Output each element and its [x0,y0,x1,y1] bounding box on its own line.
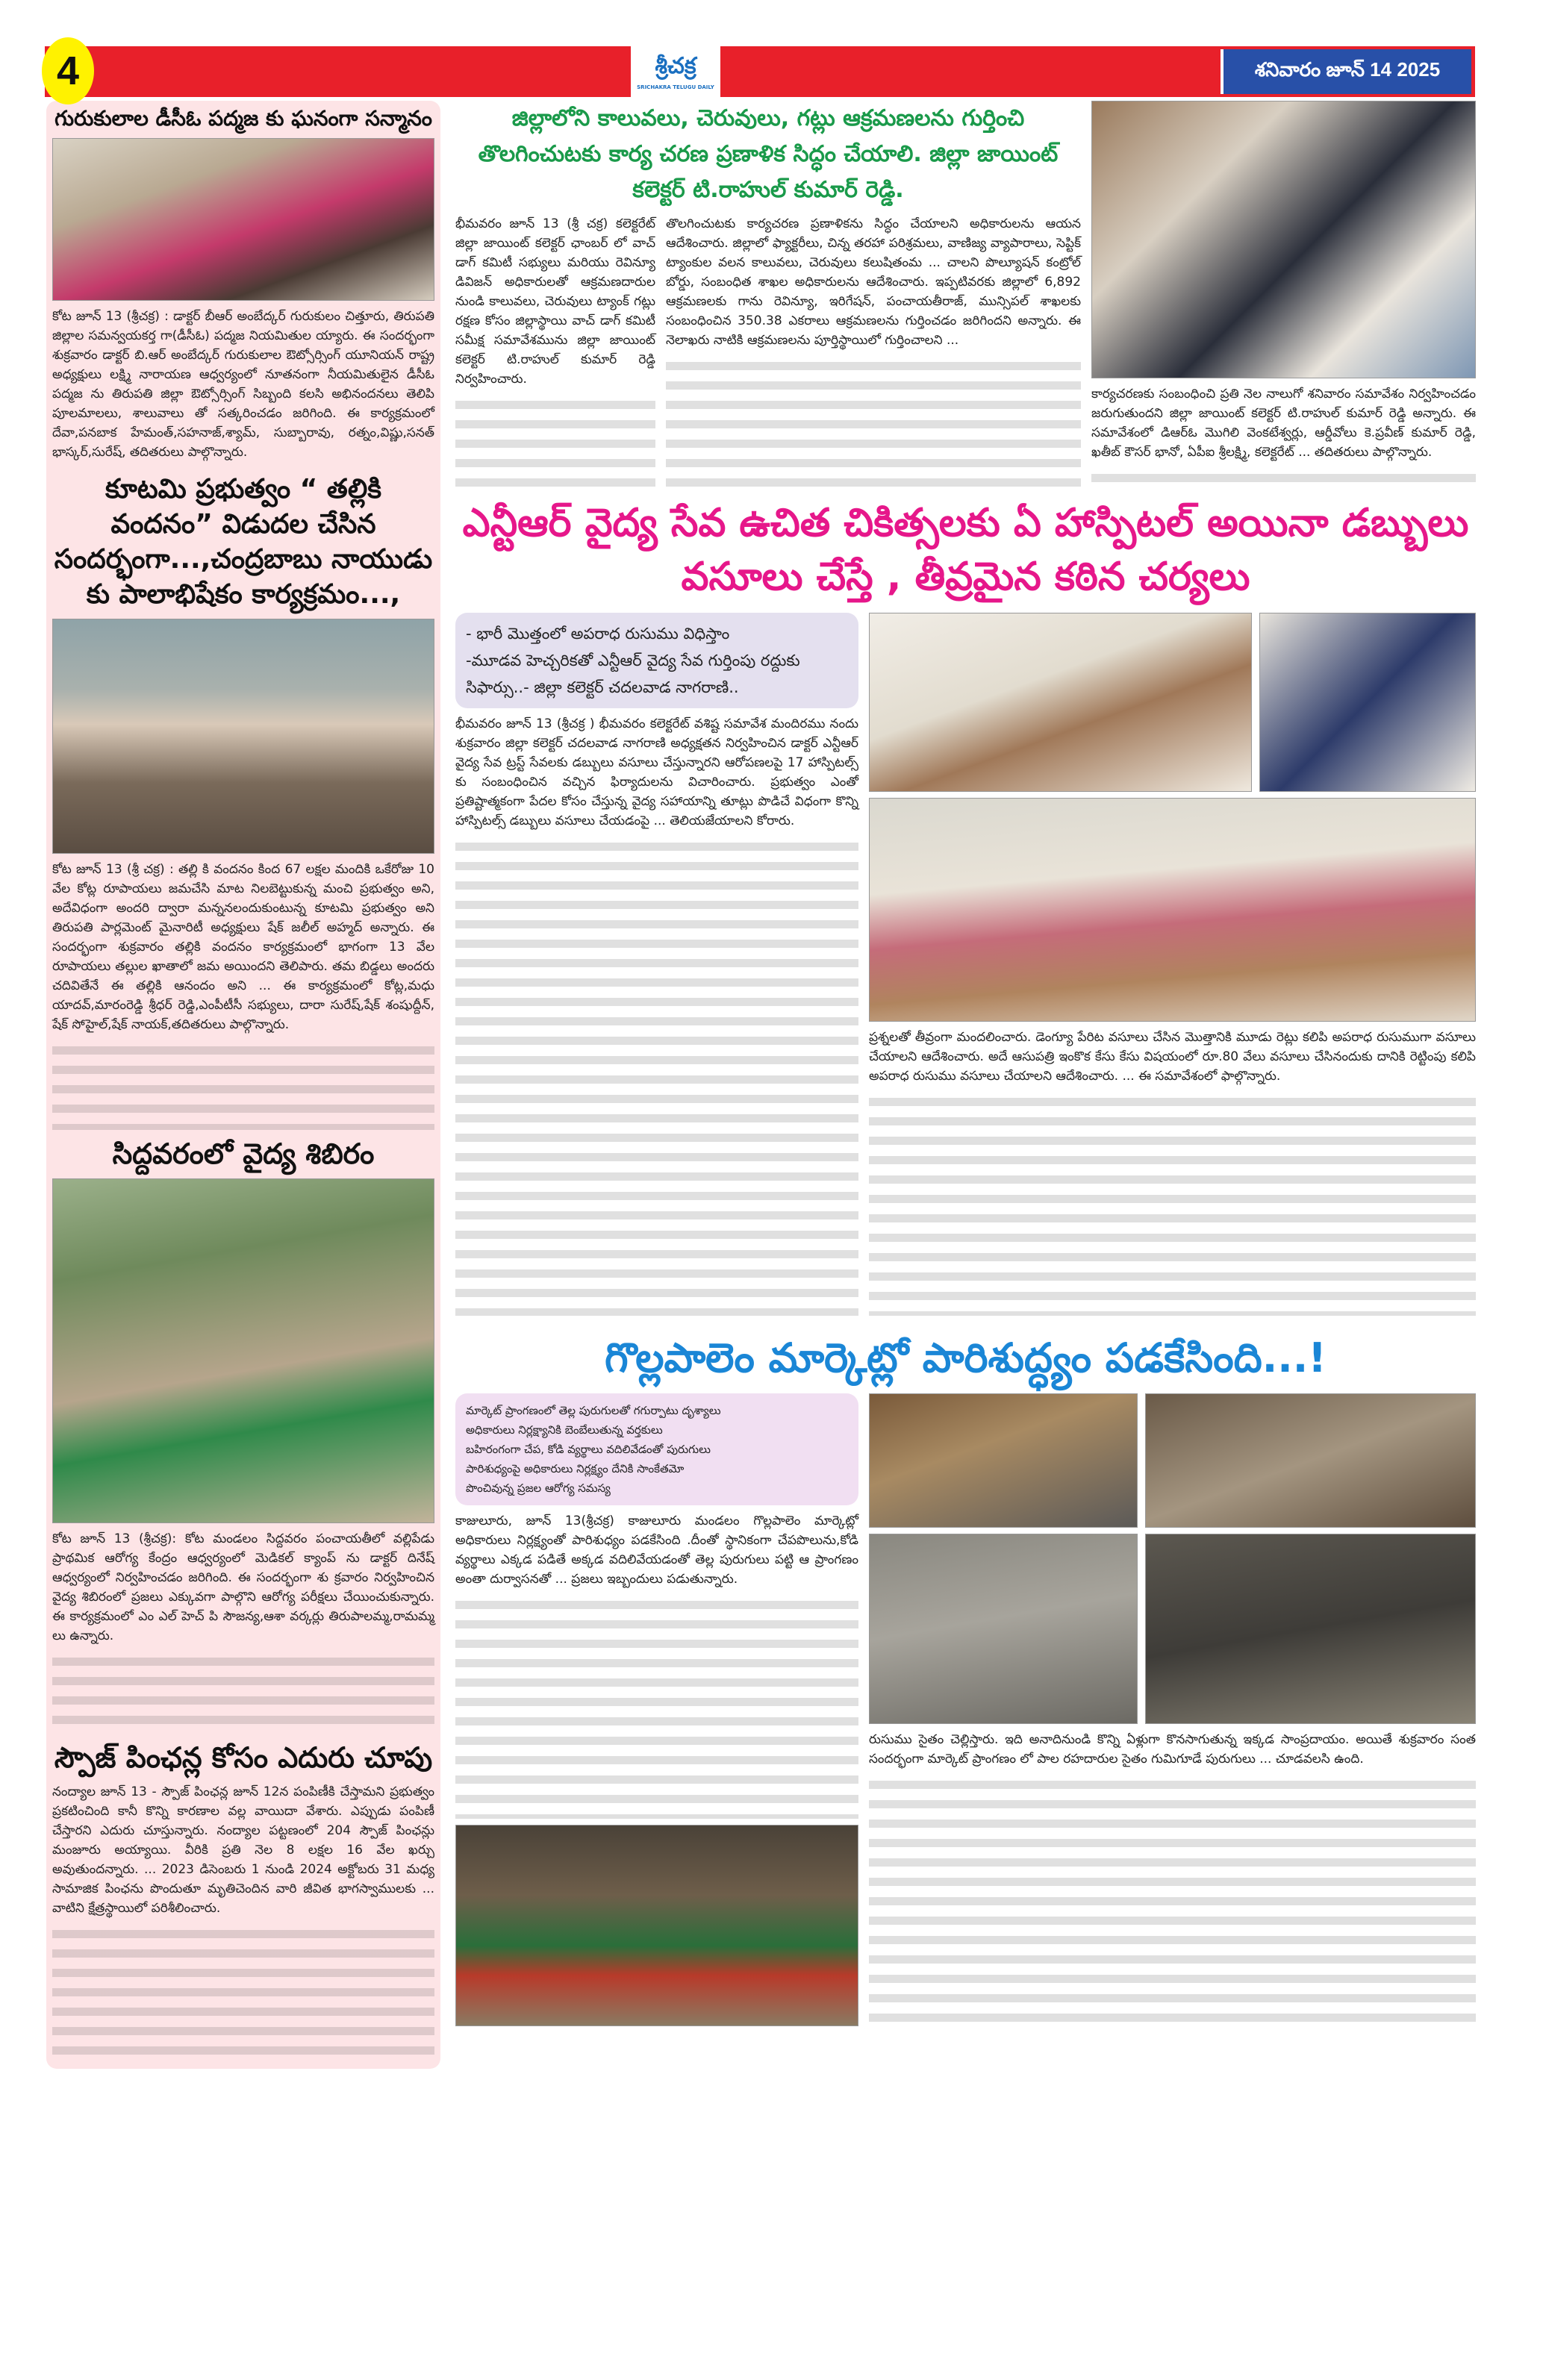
ntr-right [869,613,1476,1316]
summary-point: మార్కెట్ ప్రాంగణంలో తెల్ల పురుగులతో గగుర్పాటు దృశ్యాలు [466,1404,721,1418]
story-body: కోట జూన్ 13 (శ్రీ చక్ర) : తల్లి కి వందనం కింద 67 లక్షల మందికి ఒకేరోజు 10 వేల కోట్ల రూపాయలు జమచేసి మాట నిలబెట్టుకున్న మంచి ప్రభుత్వం అని, అదేవిధంగా అందరి ద్వారా మన్ననలందుకుంటున్న కూటమి ప్రభుత్వం అని తిరుపతి పార్లమెంట్ మైనారిటీ అధ్యక్షులు షేక్ జలీల్ అహ్మద్ అన్నారు. ఈ సందర్భంగా శుక్రవారం తల్లికి వందనం కార్యక్రమంలో భాగంగా 13 వేల రూపాయలు తల్లుల ఖాతాలో జమ అయిందని తెలిపారు. తమ బిడ్డలు అందరు చదివితేనే ఈ తల్లికి ఆనందం అని ... ఈ కార్యక్రమంలో కోట్ల,మధు యాదవ్,మారంరెడ్డి శ్రీధర్ రెడ్డి,ఎంపీటీసీ సభ్యులు, దారా సురేష్,షేక్ శంషుద్దీన్, షేక్ సోహైల్,షేక్ నాయక్,తదితరులు పాల్గొన్నారు. [52,861,434,1032]
page-body [0,101,1543,2099]
text-filler [52,1040,434,1130]
market-right [869,1393,1476,2026]
story-body: కార్యచరణకు సంబంధించి ప్రతి నెల నాలుగో శనివారం సమావేశం నిర్వహించడం జరుగుతుందని జిల్లా జాయింట్ కలెక్టర్ టి.రాహుల్ కుమార్ రెడ్డి అన్నారు. ఈ సమావేశంలో డిఆర్ఓ మొగిలి వెంకటేశ్వర్లు, ఆర్డీవోలు కె.ప్రవీణ్ కుమార్ రెడ్డి, ఖతీబ్ కౌసర్ భానో, ఏపీఐ శ్రీలక్ష్మి, కలెక్టరేట్ ... తదితరులు పాల్గొన్నారు. [1091,387,1476,460]
photo-conference-hall [869,613,1252,792]
photo-collector [1259,613,1476,792]
story-headline: ఎన్టీఆర్ వైద్య సేవ ఉచిత చికిత్సలకు ఏ హాస్పిటల్ అయినా డబ్బులు వసూలు చేస్తే , తీవ్రమైన కఠిన చర్యలు [462,501,1469,599]
issue-date: శనివారం జూన్ 14 2025 [1221,49,1471,94]
story-body: కోట జూన్ 13 (శ్రీచక్ర): కోట మండలం సిద్దవరం పంచాయతీలో వల్లిపేడు ప్రాథమిక ఆరోగ్య కేంద్రం ఆధ్వర్యంలో మెడికల్ క్యాంప్ ను డాక్టర్ దినేష్ ఆధ్వర్యంలో నిర్వహించడం జరిగింది. ఈ సందర్భంగా శు క్రవారం నిర్వహించిన వైద్య శిబిరంలో ప్రజలు ఎక్కువగా పాల్గొని ఆరోగ్య పరీక్షలు చేయించుకున్నారు. ఈ కార్యక్రమంలో ఎం ఎల్ హెచ్ పి సౌజన్య,ఆశా వర్కర్లు తిరుపాలమ్మ,రామమ్మ లు ఉన్నారు. [52,1531,434,1643]
story-headline: సిద్దవరంలో వైద్య శిబిరం [112,1137,375,1170]
right-area [455,101,1476,2026]
photo-medical-camp [52,1178,434,1523]
logo-text: శ్రీచక్ర [655,53,696,79]
ntr-left [455,613,858,1316]
photo-market-stalls [455,1825,858,2026]
photo-waste-3 [869,1534,1138,1724]
top-story [455,101,1476,487]
story-headline: కూటమి ప్రభుత్వం “ తల్లికి వందనం” విడుదల చేసిన సందర్భంగా...,చంద్రబాబు నాయుడు కు పాలాభిషేకం కార్యక్రమం..., [54,474,433,610]
masthead [0,0,1543,101]
story-body: భీమవరం జూన్ 13 (శ్రీ చక్ర) కలెక్టరేట్ జిల్లా జాయింట్ కలెక్టర్ ఛాంబర్ లో వాచ్ డాగ్ కమిటీ సభ్యులు మరియు రెవిన్యూ డివిజన్ అధికారులతో ఆక్రమణదారుల నుండి కాలువలు, చెరువులు ట్యాంక్ గట్లు రక్షణ కోసం జిల్లాస్థాయి వాచ్ డాగ్ కమిటీ సమీక్ష సమావేశమును జిల్లా జాయింట్ కలెక్టర్ టి.రాహుల్ కుమార్ రెడ్డి నిర్వహించారు. [455,216,655,387]
summary-box [455,1393,858,1505]
photo-waste-1 [869,1393,1138,1528]
market-left [455,1393,858,2026]
photo-felicitation [52,138,434,301]
ntr-photo-row [869,613,1476,792]
text-filler [1091,468,1476,487]
text-filler [455,837,858,1316]
text-column [666,214,1081,487]
text-filler [869,1775,1476,2026]
photo-review-meeting [869,798,1476,1022]
summary-point: అధికారులు నిర్లక్ష్యానికి బెంబేలుతున్న వర్తకులు [466,1423,663,1437]
market-photo-row [869,1393,1476,1528]
top-story-text [455,101,1081,487]
newspaper-logo [631,46,720,97]
story-headline: గొల్లపాలెం మార్కెట్లో పారిశుద్ధ్యం పడకేసింది...! [605,1334,1327,1381]
top-story-columns [455,214,1081,487]
story-body: ప్రశ్నలతో తీవ్రంగా మందలించారు. డెంగ్యూ పేరిట వసూలు చేసిన మొత్తానికి మూడు రెట్లు కలిపి అపరాధ రుసుముగా వసూలు చేయాలని ఆదేశించారు. అదే ఆసుపత్రి ఇంకొక కేసు కేసు విషయంలో రూ.80 వేలు వసూలు చేసినందుకు దానికి రెట్టింపు కలిపి అపరాధ రుసుము వసూలు చేయాలని ఆదేశించారు. ... ఈ సమావేశంలో ఫాల్గొన్నారు. [869,1030,1476,1084]
summary-point: పొంచివున్న ప్రజల ఆరోగ్య సమస్య [466,1481,611,1496]
subpoint: - భారీ మొత్తంలో అపరాధ రుసుము విధిస్తాం [466,625,730,643]
photo-waste-2 [1145,1393,1476,1528]
market-story [455,1393,1476,2026]
text-filler [455,1595,858,1819]
photo-joint-collector-meeting [1091,101,1476,378]
market-photo-row [869,1534,1476,1724]
story-body: నంద్యాల జూన్ 13 - స్పౌజ్ పింఛన్ల జూన్ 12న పంపిణీకి చేస్తామని ప్రభుత్వం ప్రకటించింది కానీ కొన్ని కారణాల వల్ల వాయిదా వేశారు. ఎప్పుడు పంపిణీ చేస్తారని ఎదురు చూస్తున్నారు. నంద్యాల పట్టణంలో 204 స్పౌజ్ పింఛన్లు మంజూరు అయ్యాయి. వీరికి ప్రతి నెల 8 లక్షల 16 వేల ఖర్చు అవుతుందన్నారు. ... 2023 డిసెంబరు 1 నుండి 2024 అక్టోబరు 31 మధ్య సామాజిక పింఛను పొందుతూ మృతిచెందిన వారి జీవిత భాగస్వాములకు ... వాటిని క్షేత్రస్థాయిలో పరిశీలించారు. [52,1784,434,1917]
photo-worms [1145,1534,1476,1724]
summary-point: పారిశుధ్యంపై అధికారులు నిర్లక్ష్యం దేనికి సాంకేతమో [466,1462,685,1476]
story-body: భీమవరం జూన్ 13 (శ్రీచక్ర ) భీమవరం కలెక్టరేట్ వశిష్ట సమావేశ మందిరము నందు శుక్రవారం జిల్లా కలెక్టర్ చదలవాడ నాగరాణి అధ్యక్షతన నిర్వహించిన డాక్టర్ ఎన్టీఆర్ వైద్య సేవ ట్రస్ట్ సేవలకు డబ్బులు వసూలు చేస్తున్నారని ఆరోపణలపై 17 హాస్పిటల్స్ కు సంబంధించిన వచ్చిన ఫిర్యాదులను విచారించారు. ప్రభుత్వం ఎంతో ప్రతిష్టాత్మకంగా పేదల కోసం చేస్తున్న వైద్య సహాయాన్ని తూట్లు పొడిచే విధంగా కొన్ని హాస్పిటల్స్ డబ్బులు వసూలు చేయడంపై ... తెలియజేయాలని కోరారు. [455,716,858,828]
story-body: కోట జూన్ 13 (శ్రీచక్ర) : డాక్టర్ బీఆర్ అంబేద్కర్ గురుకులం చిత్తూరు, తిరుపతి జిల్లాల సమన్వయకర్త గా(డీసీఓ) పద్మజ నియమితుల య్యారు. ఈ సందర్భంగా శుక్రవారం డాక్టర్ బి.ఆర్ అంబేద్కర్ గురుకులాల ఔట్సోర్సింగ్ యూనియన్ రాష్ట్ర అధ్యక్షులు లక్ష్మి నారాయణ ఆధ్వర్యంలో నూతనంగా నీయమితులైన డీసీఓ పద్మజ ను తిరుపతి జిల్లా ఔట్సోర్సింగ్ సిబ్బంది కలసి అభినందనలు తెలిపి పూలమాలలు, శాలువాలు తో సత్కరించడం జరిగింది. ఈ కార్యక్రమంలో దేవా,పనబాక హేమంత్,సహనాజ్,శ్యామ్, సుబ్బారావు, రత్నం,విష్ణు,సనత్ భాస్కర్,సురేష్, తదితరులు పాల్గొన్నారు. [52,309,434,460]
story-body: కాజులూరు, జూన్ 13(శ్రీచక్ర) కాజులూరు మండలం గొల్లపాలెం మార్కెట్లో అధికారులు నిర్లక్ష్యంతో పారిశుధ్యం పడకేసింది .దీంతో స్థానికంగా చేపపొలును,కోడి వ్యర్థాలు ఎక్కడ పడితే అక్కడ వదిలివేయడంతో తెల్ల పురుగులు పట్టి ఆ ప్రాంగణం అంతా దుర్వాసనతో ... ప్రజలు ఇబ్బందులు పడుతున్నారు. [455,1514,858,1587]
subpoint: -మూడవ హెచ్చరికతో ఎన్టీఆర్ వైద్య సేవ గుర్తింపు రద్దుకు సిఫార్సు..- జిల్లా కలెక్టర్ చదలవాడ నాగరాణి.. [466,652,800,696]
left-column [46,101,440,2069]
story-headline: జిల్లాలోని కాలువలు, చెరువులు, గట్లు ఆక్రమణలను గుర్తించి తొలగించుటకు కార్య చరణ ప్రణాళిక సిద్ధం చేయాలి. జిల్లా జాయింట్ కలెక్టర్ టి.రాహుల్ కుమార్ రెడ్డి. [478,105,1059,203]
page-number: 4 [42,37,94,104]
story-body: తొలగించుటకు కార్యచరణ ప్రణాళికను సిద్ధం చేయాలని అధికారులను ఆయన ఆదేశించారు. జిల్లాలో ఫ్యాక్టరీలు, చిన్న తరహా పరిశ్రమలు, వాణిజ్య వ్యాపారాలు, సెప్టిక్ ట్యాంకుల వలన కాలువలు, చెరువులు కలుషితంమ ... చాలని పొల్యూషన్ కంట్రోల్ బోర్డు, సంబంధిత శాఖల అధికారులను ఆదేశించారు. ఇప్పటివరకు జిల్లాలో 6,892 ఆక్రమణలకు గాను రెవిన్యూ, ఇరిగేషన్, పంచాయతీరాజ్, మున్సిపల్ శాఖలకు సంబంధించిన 350.38 ఎకరాలు ఆక్రమణలను గుర్తించడం జరిగిందని అన్నారు. ఈ నెలాఖరు నాటికి ఆక్రమణలను పూర్తిస్థాయిలో గుర్తించాలని ... [666,216,1081,348]
subheadline-box [455,613,858,708]
story-headline: గురుకులాల డీసీఓ పద్మజ కు ఘనంగా సన్మానం [54,106,432,131]
top-story-side [1091,101,1476,487]
text-filler [869,1092,1476,1316]
summary-point: బహిరంగంగా చేప, కోడి వ్యర్థాలు వదిలివేడంతో పురుగులు [466,1443,711,1457]
photo-palabhishekam [52,619,434,854]
text-filler [455,395,655,487]
story-body: రుసుము సైతం చెల్లిస్తారు. ఇది అనాదినుండి కొన్ని ఏళ్లుగా కొనసాగుతున్న ఇక్కడ సాంప్రదాయం. అయితే శుక్రవారం సంత సందర్భంగా మార్కెట్ ప్రాంగణం లో పాల రహదారుల సైతం గుమిగూడే పురుగులు ... చూడవలసి ఉంది. [869,1732,1476,1767]
logo-tagline: SRICHAKRA TELUGU DAILY [637,84,714,90]
story-headline: స్పౌజ్ పింఛన్ల కోసం ఎదురు చూపు [54,1740,433,1774]
ntr-story [455,613,1476,1316]
text-column [455,214,655,487]
text-filler [666,356,1081,487]
text-filler [52,1652,434,1734]
text-filler [52,1924,434,2058]
